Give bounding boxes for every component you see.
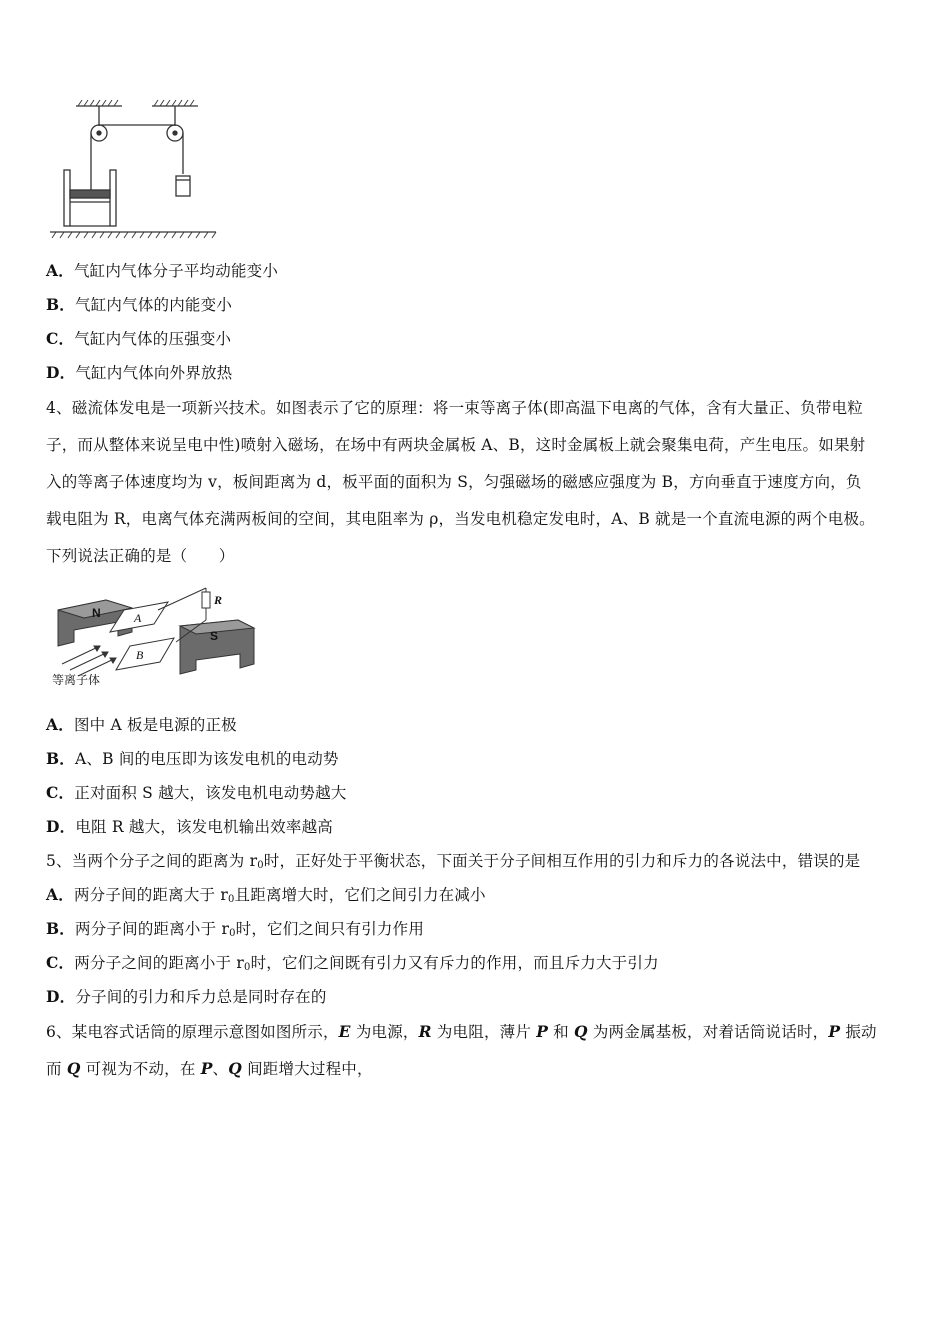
- option-text: A、B 间的电压即为该发电机的电动势: [75, 750, 339, 768]
- option-text: 图中 A 板是电源的正极: [73, 716, 237, 734]
- q5-option-a: [46, 885, 486, 910]
- q6-text: 和: [548, 1023, 575, 1041]
- symbol-p: P: [200, 1059, 213, 1078]
- q3-option-d: [46, 363, 232, 383]
- q5-stem-pre: 5、当两个分子之间的距离为 r: [46, 852, 258, 870]
- symbol-q: Q: [574, 1022, 588, 1041]
- cylinder-pulley-figure: [46, 96, 226, 242]
- subscript: 0: [257, 860, 264, 871]
- q3-option-c: [46, 329, 231, 349]
- option-text-pre: 两分子之间的距离小于 r: [74, 954, 244, 972]
- magnet-s-label: S: [210, 629, 219, 643]
- option-label: C．: [46, 329, 75, 348]
- symbol-q: Q: [228, 1059, 242, 1078]
- q6-text: 、: [212, 1060, 229, 1078]
- plasma-caption: 等离子体: [52, 673, 101, 687]
- option-label: A．: [46, 715, 74, 734]
- q6-text: 为电源，: [350, 1023, 419, 1041]
- symbol-e: E: [338, 1022, 351, 1041]
- q6-text: 为电阻，薄片: [431, 1023, 537, 1041]
- symbol-p: P: [828, 1022, 841, 1041]
- option-text-post: 且距离增大时，它们之间引力在减小: [234, 886, 486, 904]
- plate-a-label: A: [134, 611, 142, 625]
- subscript: 0: [244, 962, 251, 973]
- option-text: 气缸内气体的压强变小: [74, 330, 232, 348]
- q4-option-b: [46, 749, 339, 769]
- q6-text: 为两金属基板，对着话筒说话时，: [587, 1023, 829, 1041]
- subscript: 0: [227, 894, 235, 905]
- option-label: A．: [46, 885, 74, 904]
- magnet-n-label: N: [92, 606, 101, 620]
- option-text-pre: 两分子间的距离小于 r: [75, 920, 230, 938]
- q6-text: 而: [46, 1060, 67, 1078]
- option-label: D．: [46, 817, 76, 836]
- q4-option-c: [46, 783, 347, 803]
- option-text: 气缸内气体分子平均动能变小: [73, 262, 279, 280]
- q4-option-d: [46, 817, 333, 837]
- option-label: C．: [46, 953, 75, 972]
- option-text-pre: 两分子间的距离大于 r: [73, 886, 228, 904]
- q6-text: 间距增大过程中，: [241, 1060, 373, 1078]
- option-label: C．: [46, 783, 75, 802]
- q6-text: 振动: [840, 1023, 877, 1041]
- plate-b-label: B: [136, 648, 144, 662]
- q5-option-d: [46, 987, 327, 1012]
- q4-stem-line-3: 入的等离子体速度均为 v，板间距离为 d，板平面的面积为 S，匀强磁场的磁感应强度为 B，方向垂直于速度方向，负: [46, 473, 862, 491]
- q5-stem-post: 时，正好处于平衡状态，下面关于分子间相互作用的引力和斥力的各说法中，错误的是: [263, 852, 861, 870]
- option-text-pre: 分子间的引力和斥力总是同时存在的: [75, 988, 327, 1006]
- option-label: D．: [46, 987, 76, 1006]
- q6-stem-line-2: [46, 1059, 373, 1079]
- q4-stem-line-2: 子，而从整体来说呈电中性)喷射入磁场，在场中有两块金属板 A、B，这时金属板上就会聚集电荷，产生电压。如果射: [46, 436, 866, 454]
- option-text-post: 时，它们之间只有引力作用: [235, 920, 425, 938]
- option-label: B．: [46, 919, 76, 938]
- mhd-generator-figure: [48, 580, 268, 690]
- resistor-label: R: [214, 593, 223, 607]
- q4-stem-line-5: 下列说法正确的是（ ）: [46, 547, 235, 565]
- q4-option-a: [46, 715, 237, 735]
- q4-stem-line-1: 4、磁流体发电是一项新兴技术。如图表示了它的原理：将一束等离子体(即高温下电离的气体，含有大量正、负带电粒: [46, 399, 864, 417]
- symbol-r: R: [418, 1022, 432, 1041]
- option-text: 电阻 R 越大，该发电机输出效率越高: [75, 818, 333, 836]
- option-text-post: 时，它们之间既有引力又有斥力的作用，而且斥力大于引力: [250, 954, 659, 972]
- q5-option-b: [46, 919, 424, 944]
- symbol-q: Q: [66, 1059, 81, 1078]
- option-text: 气缸内气体向外界放热: [75, 364, 233, 382]
- option-label: A．: [46, 261, 74, 280]
- option-text: 正对面积 S 越大，该发电机电动势越大: [74, 784, 347, 802]
- subscript: 0: [229, 928, 236, 939]
- q3-option-b: [46, 295, 232, 315]
- q3-option-a: [46, 261, 278, 281]
- option-label: B．: [46, 295, 76, 314]
- q5-stem: [46, 851, 860, 876]
- option-label: B．: [46, 749, 76, 768]
- option-label: D．: [46, 363, 76, 382]
- option-text: 气缸内气体的内能变小: [75, 296, 233, 314]
- q6-stem-line-1: [46, 1022, 877, 1042]
- q6-text: 6、某电容式话筒的原理示意图如图所示，: [46, 1023, 339, 1041]
- q4-stem-line-4: 载电阻为 R，电离气体充满两板间的空间，其电阻率为 ρ，当发电机稳定发电时，A、B 就是一个直流电源的两个电极。: [46, 510, 875, 528]
- q6-text: 可视为不动，在: [80, 1060, 201, 1078]
- symbol-p: P: [536, 1022, 549, 1041]
- q5-option-c: [46, 953, 659, 978]
